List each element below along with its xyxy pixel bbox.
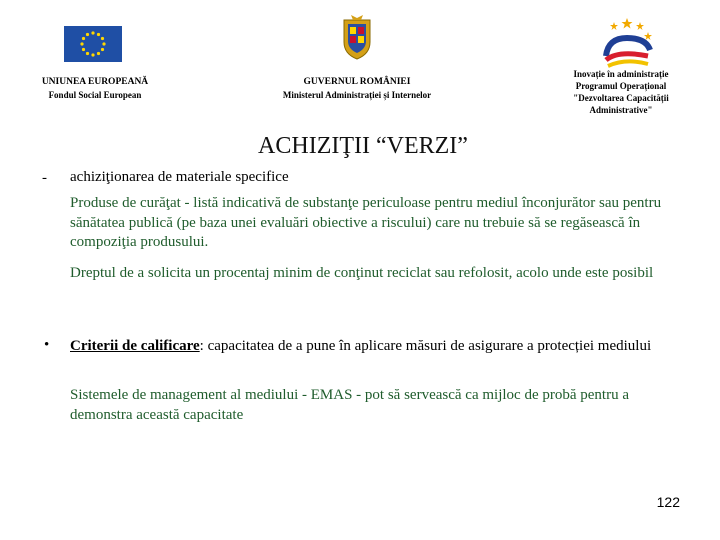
eu-header (20, 76, 170, 102)
promo-line-4: Administrative" (589, 105, 653, 115)
eu-flag-icon (64, 26, 122, 62)
item1-bullet: - (42, 170, 47, 186)
page-number: 122 (656, 494, 680, 510)
gov-subtitle: Ministerul Administrației și Internelor (282, 90, 432, 100)
gov-header (272, 76, 442, 102)
item2-text (70, 337, 670, 357)
item1-heading: achiziţionarea de materiale specifice (70, 169, 289, 185)
item2-body: : capacitatea de a pune în aplicare măsuri de asigurare a protecției mediului (199, 338, 652, 354)
romania-coat-of-arms-icon (340, 14, 374, 60)
eu-title: UNIUNEA EUROPEANĂ (41, 77, 149, 87)
promo-header (556, 68, 686, 116)
item2-paragraph: Sistemele de management al mediului - EMAS - pot să servească ca mijloc de probă pentru a demonstra această capacitate (70, 387, 629, 423)
promo-line-3: "Dezvoltarea Capacității (573, 93, 669, 103)
item2-label: Criterii de calificare (70, 338, 200, 354)
item1-paragraph-1: Produse de curăţat - listă indicativă de substanţe periculoase pentru mediul înconjurător sau pentru sănătatea publică (pe baza unei evaluări obiective a riscului) care nu trebuie să se regăsească în compoziţia produsului. (70, 195, 662, 250)
promo-line-2: Programul Operațional (575, 81, 667, 91)
gov-title: GUVERNUL ROMÂNIEI (303, 77, 411, 87)
promo-line-1: Inovație în administrație (573, 69, 669, 79)
slide-title: ACHIZIŢII “VERZI” (258, 133, 468, 159)
item2-bullet: • (44, 337, 50, 353)
eu-subtitle: Fondul Social European (48, 90, 142, 100)
item1-paragraph-2: Dreptul de a solicita un procentaj minim de conţinut reciclat sau refolosit, acolo unde este posibil (70, 265, 654, 281)
promo-stars-logo-icon (598, 16, 656, 74)
